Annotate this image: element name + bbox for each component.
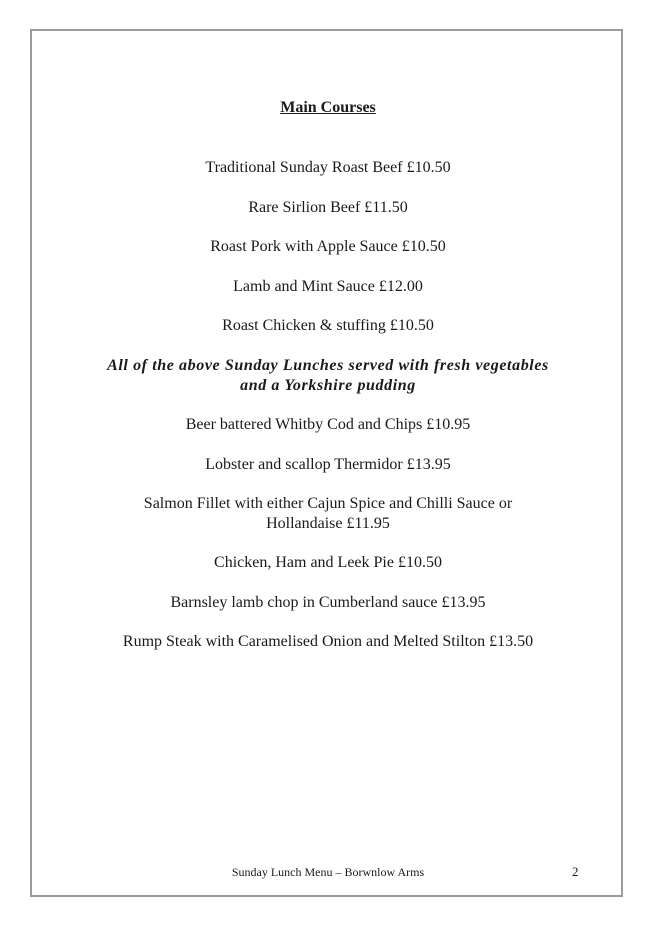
page-title: Main Courses (280, 99, 376, 116)
menu-item-cod-chips: Beer battered Whitby Cod and Chips £10.95 (185, 416, 471, 433)
menu-item-lobster-thermidor: Lobster and scallop Thermidor £13.95 (205, 456, 451, 473)
menu-item-salmon-line-1: Salmon Fillet with either Cajun Spice and Chilli Sauce or (143, 495, 513, 512)
menu-item-roast-pork: Roast Pork with Apple Sauce £10.50 (210, 238, 446, 255)
menu-item-salmon-line-2: Hollandaise £11.95 (266, 515, 390, 532)
menu-item-rump-steak: Rump Steak with Caramelised Onion and Melted Stilton £13.50 (122, 633, 534, 650)
menu-item-chicken-pie: Chicken, Ham and Leek Pie £10.50 (214, 554, 442, 571)
footer-text: Sunday Lunch Menu – Borwnlow Arms (231, 865, 425, 879)
menu-item-roast-chicken: Roast Chicken & stuffing £10.50 (222, 317, 434, 334)
menu-item-lamb-chop: Barnsley lamb chop in Cumberland sauce £13.95 (170, 594, 486, 611)
menu-item-sirloin-beef: Rare Sirlion Beef £11.50 (248, 199, 408, 216)
menu-item-roast-beef: Traditional Sunday Roast Beef £10.50 (205, 159, 451, 176)
menu-note-line-2: and a Yorkshire pudding (240, 377, 416, 394)
menu-item-lamb: Lamb and Mint Sauce £12.00 (233, 278, 423, 295)
menu-note-line-1: All of the above Sunday Lunches served with fresh vegetables (107, 357, 549, 374)
page-number: 2 (572, 864, 579, 879)
